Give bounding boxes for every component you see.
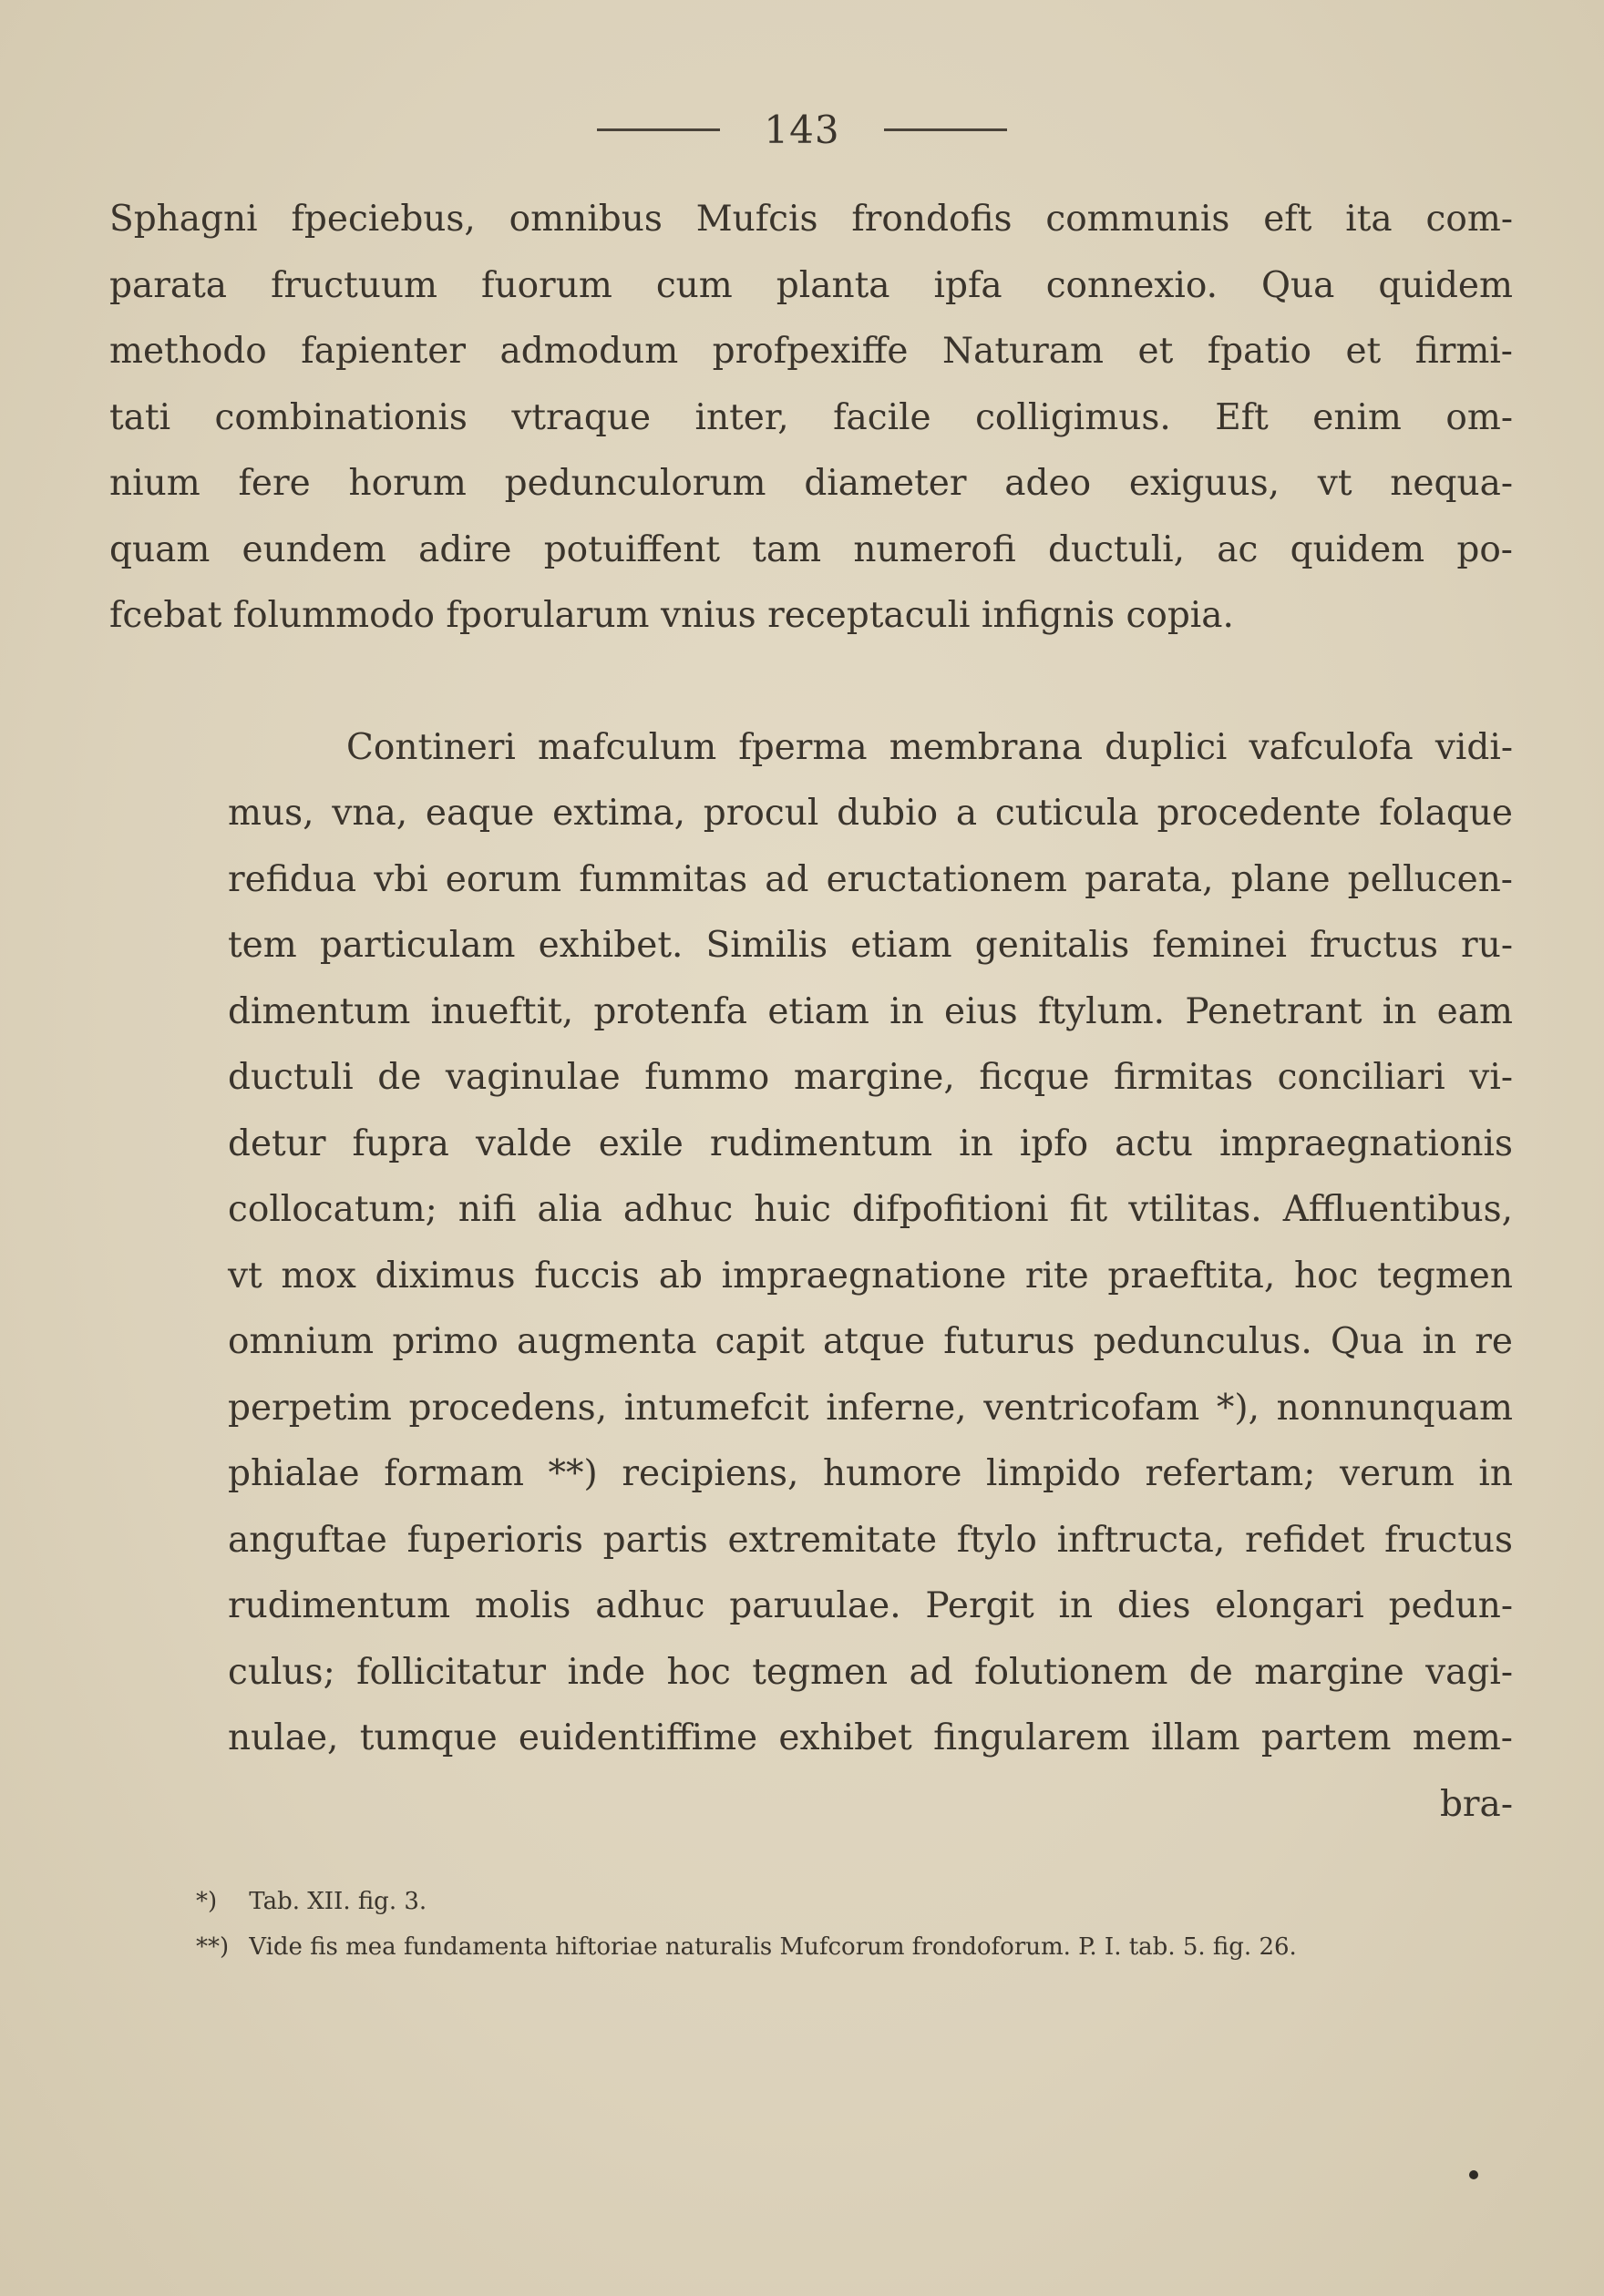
footnote-text: Vide fis mea fundamenta hiftoriae naturalis Mufcorum frondoforum. P. I. tab. 5. fig. 26. (249, 1933, 1297, 1961)
text-line: dimentum inueftit, protenfa etiam in eius ftylum. Penetrant in eam (228, 990, 1513, 1032)
text-line: anguftae fuperioris partis extremitate ftylo inftructa, refidet fructus (228, 1519, 1513, 1561)
text-line: methodo fapienter admodum profpexiffe Naturam et fpatio et firmi- (109, 331, 1513, 372)
footnote (196, 1879, 1472, 1924)
text-line: ductuli de vaginulae fummo margine, ficque firmitas conciliari vi- (228, 1057, 1513, 1098)
footnote-mark: **) (196, 1933, 230, 1961)
text-line: omnium primo augmenta capit atque futurus pedunculus. Qua in re (228, 1321, 1513, 1362)
text-line: phialae formam **) recipiens, humore limpido refertam; verum in (228, 1453, 1513, 1494)
header-rule-left (597, 128, 720, 131)
text-line: tati combinationis vtraque inter, facile colligimus. Eft enim om- (109, 396, 1513, 438)
text-line: perpetim procedens, intumefcit inferne, ventricofam *), nonnunquam (228, 1387, 1513, 1429)
text-line: parata fructuum fuorum cum planta ipfa connexio. Qua quidem (109, 264, 1513, 306)
text-line: collocatum; nifi alia adhuc huic difpofitioni fit vtilitas. Affluentibus, (228, 1189, 1513, 1230)
text-line: mus, vna, eaque extima, procul dubio a cuticula procedente folaque (228, 793, 1513, 834)
footnote (196, 1924, 1472, 1970)
text-line: Contineri mafculum fperma membrana duplici vafculofa vidi- (346, 726, 1513, 768)
page-header (0, 102, 1604, 157)
body-text (109, 187, 1513, 1838)
text-line: rudimentum molis adhuc paruulae. Pergit in dies elongari pedun- (228, 1585, 1513, 1626)
footnotes (196, 1879, 1472, 1970)
paragraph-2 (109, 715, 1513, 1839)
text-line: nium fere horum pedunculorum diameter adeo exiguus, vt nequa- (109, 463, 1513, 504)
paragraph-1 (109, 187, 1513, 650)
text-line: vt mox diximus fuccis ab impraegnatione rite praeftita, hoc tegmen (228, 1255, 1513, 1297)
text-line: Sphagni fpeciebus, omnibus Mufcis frondofis communis eft ita com- (109, 199, 1513, 240)
text-line: quam eundem adire potuiffent tam numerofi ductuli, ac quidem po- (109, 528, 1513, 570)
text-line: refidua vbi eorum fummitas ad eructationem parata, plane pellucen- (228, 858, 1513, 900)
text-line: tem particulam exhibet. Similis etiam genitalis feminei fructus ru- (228, 925, 1513, 966)
footnote-text: Tab. XII. fig. 3. (249, 1888, 427, 1915)
catchword: bra- (1439, 1783, 1513, 1825)
ink-spot (1469, 2170, 1478, 2179)
header-rule-right (884, 128, 1007, 131)
text-line: detur fupra valde exile rudimentum in ipfo actu impraegnationis (228, 1122, 1513, 1164)
page-number: 143 (764, 107, 840, 152)
text-line: fcebat folummodo fporularum vnius receptaculi infignis copia. (109, 595, 1234, 636)
text-line: culus; follicitatur inde hoc tegmen ad folutionem de margine vagi- (228, 1651, 1513, 1693)
footnote-mark: *) (196, 1888, 218, 1915)
text-line: nulae, tumque euidentiffime exhibet fingularem illam partem mem- (228, 1717, 1513, 1758)
